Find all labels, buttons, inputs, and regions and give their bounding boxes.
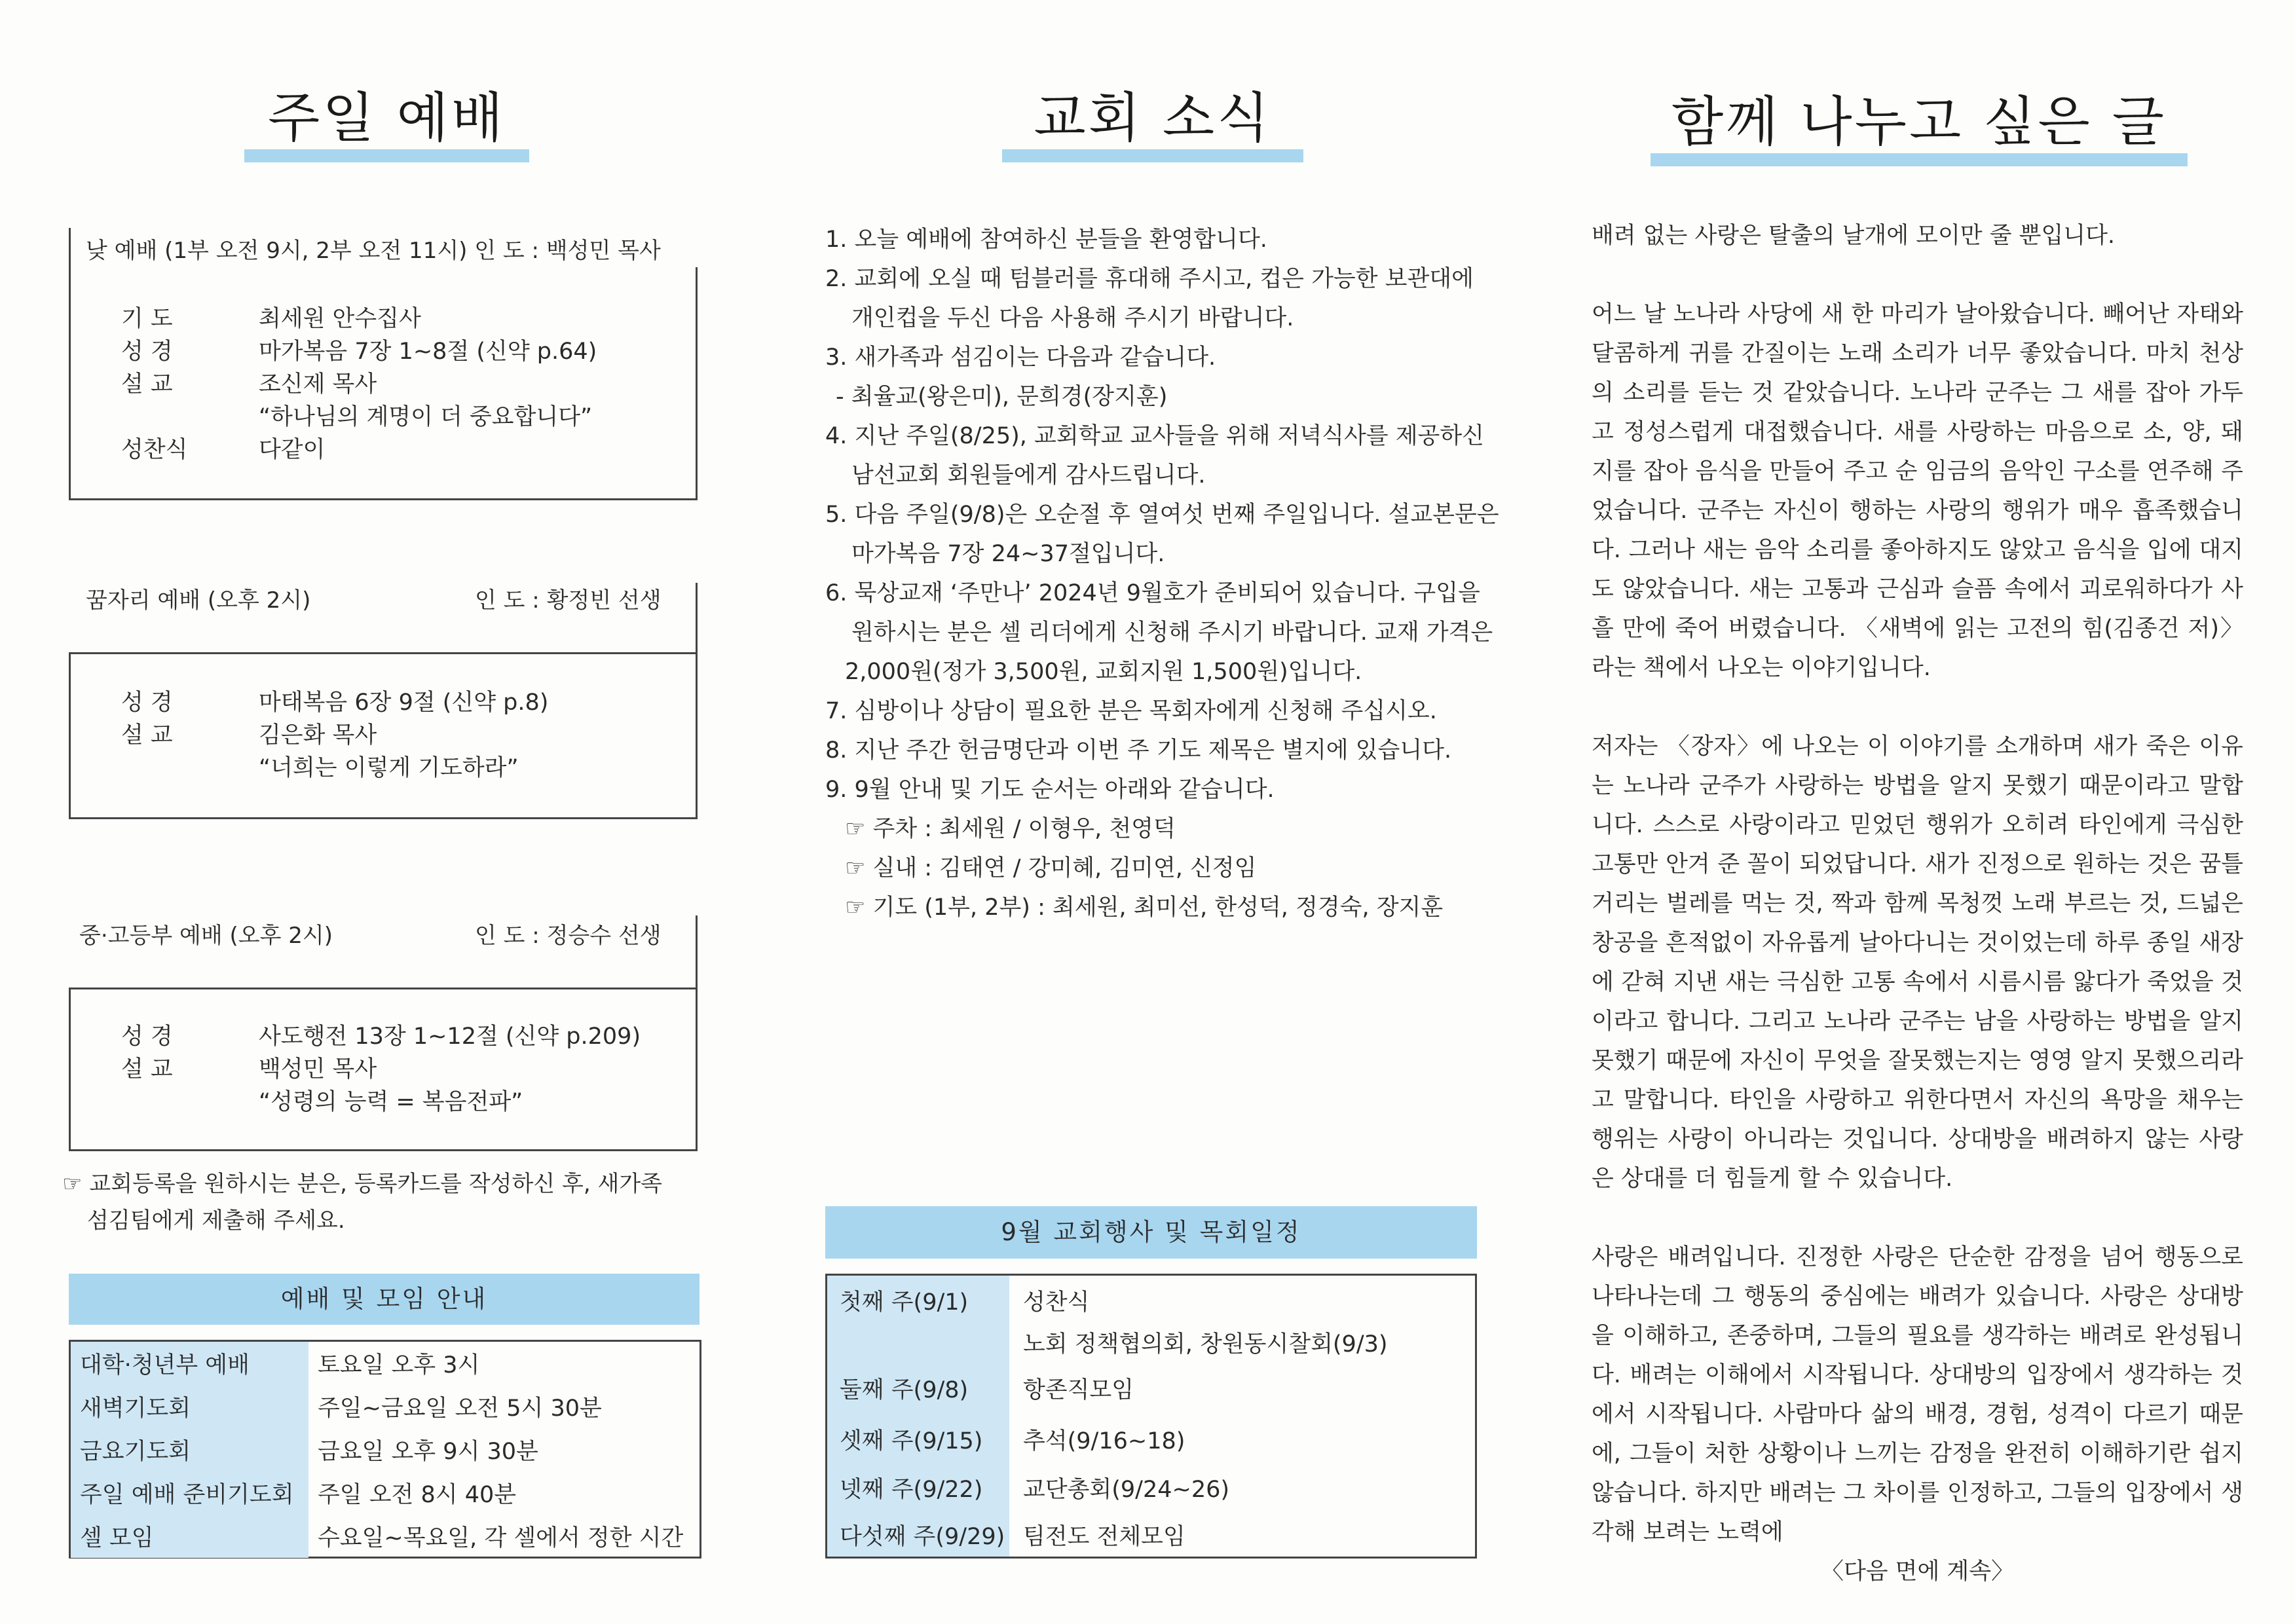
news-line: 개인컵을 두신 다음 사용해 주시기 바랍니다. (851, 305, 1294, 331)
continued-note: 〈다음 면에 계속〉 (1820, 1559, 2015, 1585)
schedule-event: 성찬식 (1023, 1289, 1090, 1316)
s3-scripture-value: 사도행전 13장 1~12절 (신약 p.209) (259, 1024, 641, 1050)
s3-sermon-title: “성령의 능력 = 복음전파” (259, 1089, 523, 1115)
schedule-week: 넷째 주(9/22) (840, 1477, 983, 1503)
news-line: 2. 교회에 오실 때 텀블러를 휴대해 주시고, 컵은 가능한 보관대에 (825, 266, 1474, 292)
schedule-event: 팀전도 전체모임 (1023, 1524, 1185, 1550)
news-line: 5. 다음 주일(9/8)은 오순절 후 열여섯 번째 주일입니다. 설교본문은 (825, 502, 1499, 528)
schedule-week: 첫째 주(9/1) (840, 1289, 969, 1316)
news-line: 1. 오늘 예배에 참여하신 분들을 환영합니다. (825, 227, 1267, 253)
service3-header-left: 중·고등부 예배 (오후 2시) (79, 923, 333, 949)
essay-lead: 배려 없는 사랑은 탈출의 날개에 모이만 줄 뿐입니다. (1592, 223, 2116, 249)
meeting-name: 대학·청년부 예배 (71, 1342, 308, 1385)
news-line: 원하시는 분은 셀 리더에게 신청해 주시기 바랍니다. 교재 가격은 (851, 619, 1493, 646)
news-title: 교회 소식 (1034, 87, 1272, 149)
service1-header: 낮 예배 (1부 오전 9시, 2부 오전 11시) 인 도 : 백성민 목사 (86, 238, 661, 264)
news-line: - 최율교(왕은미), 문희경(장지훈) (836, 384, 1168, 410)
meeting-name: 주일 예배 준비기도회 (71, 1471, 308, 1515)
news-line: ☞ 실내 : 김태연 / 강미혜, 김미연, 신정임 (845, 855, 1257, 881)
table-row (71, 1428, 700, 1471)
essay-title: 함께 나누고 싶은 글 (1671, 91, 2167, 153)
news-line: 4. 지난 주일(8/25), 교회학교 교사들을 위해 저녁식사를 제공하신 (825, 423, 1484, 449)
schedule-event: 항존직모임 (1023, 1377, 1134, 1403)
table-row (71, 1471, 700, 1515)
s2-sermon-value: 김은화 목사 (259, 722, 377, 748)
sermon-title: “하나님의 계명이 더 중요합니다” (259, 404, 593, 430)
service3-header-right: 인 도 : 정승수 선생 (475, 923, 662, 949)
sermon-value: 조신제 목사 (259, 371, 377, 397)
schedule-week: 둘째 주(9/8) (840, 1377, 969, 1403)
service2-header-right: 인 도 : 황정빈 선생 (475, 587, 662, 614)
worship-title: 주일 예배 (268, 87, 506, 149)
service2-header-left: 꿈자리 예배 (오후 2시) (86, 587, 311, 614)
table-row (71, 1342, 700, 1385)
register-note-line2: 섬김팀에게 제출해 주세요. (87, 1208, 345, 1234)
table-row (71, 1515, 700, 1558)
register-note-line1: ☞ 교회등록을 원하시는 분은, 등록카드를 작성하신 후, 새가족 (62, 1171, 663, 1197)
news-line: 2,000원(정가 3,500원, 교회지원 1,500원)입니다. (845, 659, 1362, 685)
news-line: 9. 9월 안내 및 기도 순서는 아래와 같습니다. (825, 777, 1275, 803)
meeting-name: 금요기도회 (71, 1428, 308, 1471)
news-line: ☞ 기도 (1부, 2부) : 최세원, 최미선, 한성덕, 정경숙, 장지훈 (845, 895, 1444, 921)
meetings-banner: 예배 및 모임 안내 (69, 1274, 700, 1325)
s2-scripture-label: 성 경 (121, 690, 173, 716)
meeting-name: 새벽기도회 (71, 1385, 308, 1428)
prayer-label: 기 도 (121, 306, 173, 332)
register-note (62, 1166, 711, 1239)
meeting-name: 셀 모임 (71, 1515, 308, 1558)
scripture-value: 마가복음 7장 1~8절 (신약 p.64) (259, 339, 597, 365)
title-underline (244, 149, 529, 162)
s3-scripture-label: 성 경 (121, 1024, 173, 1050)
sermon-label: 설 교 (121, 371, 173, 397)
meetings-table (71, 1342, 700, 1558)
meeting-time: 주일~금요일 오전 5시 30분 (318, 1395, 602, 1422)
news-line: 8. 지난 주간 헌금명단과 이번 주 기도 제목은 별지에 있습니다. (825, 737, 1452, 764)
news-line: 남선교회 회원들에게 감사드립니다. (851, 462, 1206, 489)
news-list (825, 220, 1499, 927)
prayer-value: 최세원 안수집사 (259, 306, 421, 332)
schedule-week: 다섯째 주(9/29) (840, 1524, 1005, 1550)
communion-label: 성찬식 (121, 437, 188, 463)
essay-paragraph-2: 저자는 〈장자〉에 나오는 이 이야기를 소개하며 새가 죽은 이유는 노나라 군주가 사랑하는 방법을 알지 못했기 때문이라고 말합니다. 스스로 사랑이라고 믿었던 행위가 오히려 타인에게 극심한 고통만 안겨 준 꼴이 되었답니다. 새가 진정으로 원하는 것은 꿈틀거리는 벌레를 먹는 것, 짝과 함께 목청껏 노래 부르는 것, 드넓은 창공을 흔적없이 자유롭게 날아다니는 것이었는데 하루 종일 새장에 갇혀 지낸 새는 극심한 고통 속에서 시름시름 앓다가 죽었을 것이라고 합니다. 그리고 노나라 군주는 남을 사랑하는 방법을 알지 못했기 때문에 자신이 무엇을 잘못했는지는 영영 알지 못했으리라고 말합니다. 타인을 사랑하고 위한다면서 자신의 욕망을 채우는 행위는 사랑이 아니라는 것입니다. 상대방을 배려하지 않는 사랑은 상대를 더 힘들게 할 수 있습니다. (1592, 733, 2243, 1192)
news-line: 마가복음 7장 24~37절입니다. (851, 541, 1165, 567)
schedule-event: 교단총회(9/24~26) (1023, 1477, 1230, 1503)
news-line: 3. 새가족과 섬김이는 다음과 같습니다. (825, 344, 1216, 371)
schedule-event: 노회 정책협의회, 창원동시찰회(9/3) (1023, 1331, 1388, 1357)
schedule-banner: 9월 교회행사 및 목회일정 (825, 1206, 1477, 1259)
s2-sermon-label: 설 교 (121, 722, 173, 748)
communion-value: 다같이 (259, 437, 326, 463)
essay-paragraph-1: 어느 날 노나라 사당에 새 한 마리가 날아왔습니다. 빼어난 자태와 달콤하게 귀를 간질이는 노래 소리가 너무 좋았습니다. 마치 천상의 소리를 듣는 것 같았습니다. 노나라 군주는 그 새를 잡아 가두고 정성스럽게 대접했습니다. 새를 사랑하는 마음으로 소, 양, 돼지를 잡아 음식을 만들어 주고 순 임금의 음악인 구소를 연주해 주었습니다. 군주는 자신이 행하는 사랑의 행위가 매우 흡족했습니다. 그러나 새는 음악 소리를 좋아하지도 않았고 음식을 입에 대지도 않았습니다. 새는 고통과 근심과 슬픔 속에서 괴로워하다가 사흘 만에 죽어 버렸습니다. 〈새벽에 읽는 고전의 힘(김종건 저)〉라는 책에서 나오는 이야기입니다. (1592, 301, 2243, 681)
schedule-week-column (827, 1276, 1009, 1557)
s3-sermon-label: 설 교 (121, 1056, 173, 1082)
essay-paragraph-3: 사랑은 배려입니다. 진정한 사랑은 단순한 감정을 넘어 행동으로 나타나는데 그 행동의 중심에는 배려가 있습니다. 사랑은 상대방을 이해하고, 존중하며, 그들의 필요를 생각하는 배려로 완성됩니다. 배려는 이해에서 시작됩니다. 상대방의 입장에서 생각하는 것에서 시작됩니다. 사람마다 삶의 배경, 경험, 성격이 다르기 때문에, 그들이 처한 상황이나 느끼는 감정을 완전히 이해하기란 쉽지 않습니다. 하지만 배려는 그 차이를 인정하고, 그들의 입장에서 생각해 보려는 노력에 (1592, 1244, 2243, 1545)
scripture-label: 성 경 (121, 339, 173, 365)
meeting-time: 수요일~목요일, 각 셀에서 정한 시간 (318, 1525, 684, 1551)
s2-sermon-title: “너희는 이렇게 기도하라” (259, 755, 519, 781)
s2-scripture-value: 마태복음 6장 9절 (신약 p.8) (259, 690, 549, 716)
meeting-time: 금요일 오후 9시 30분 (318, 1439, 538, 1465)
news-line: 6. 묵상교재 ‘주만나’ 2024년 9월호가 준비되어 있습니다. 구입을 (825, 580, 1480, 606)
title-underline (1651, 153, 2188, 166)
meeting-time: 토요일 오후 3시 (318, 1352, 480, 1378)
s3-sermon-value: 백성민 목사 (259, 1056, 377, 1082)
news-line: ☞ 주차 : 최세원 / 이형우, 천영덕 (845, 816, 1176, 842)
schedule-event: 추석(9/16~18) (1023, 1428, 1185, 1454)
title-underline (1002, 149, 1303, 162)
schedule-week: 셋째 주(9/15) (840, 1428, 983, 1454)
meeting-time: 주일 오전 8시 40분 (318, 1482, 517, 1508)
essay-body (1592, 216, 2243, 1591)
table-row (71, 1385, 700, 1428)
news-line: 7. 심방이나 상담이 필요한 분은 목회자에게 신청해 주십시오. (825, 698, 1437, 724)
